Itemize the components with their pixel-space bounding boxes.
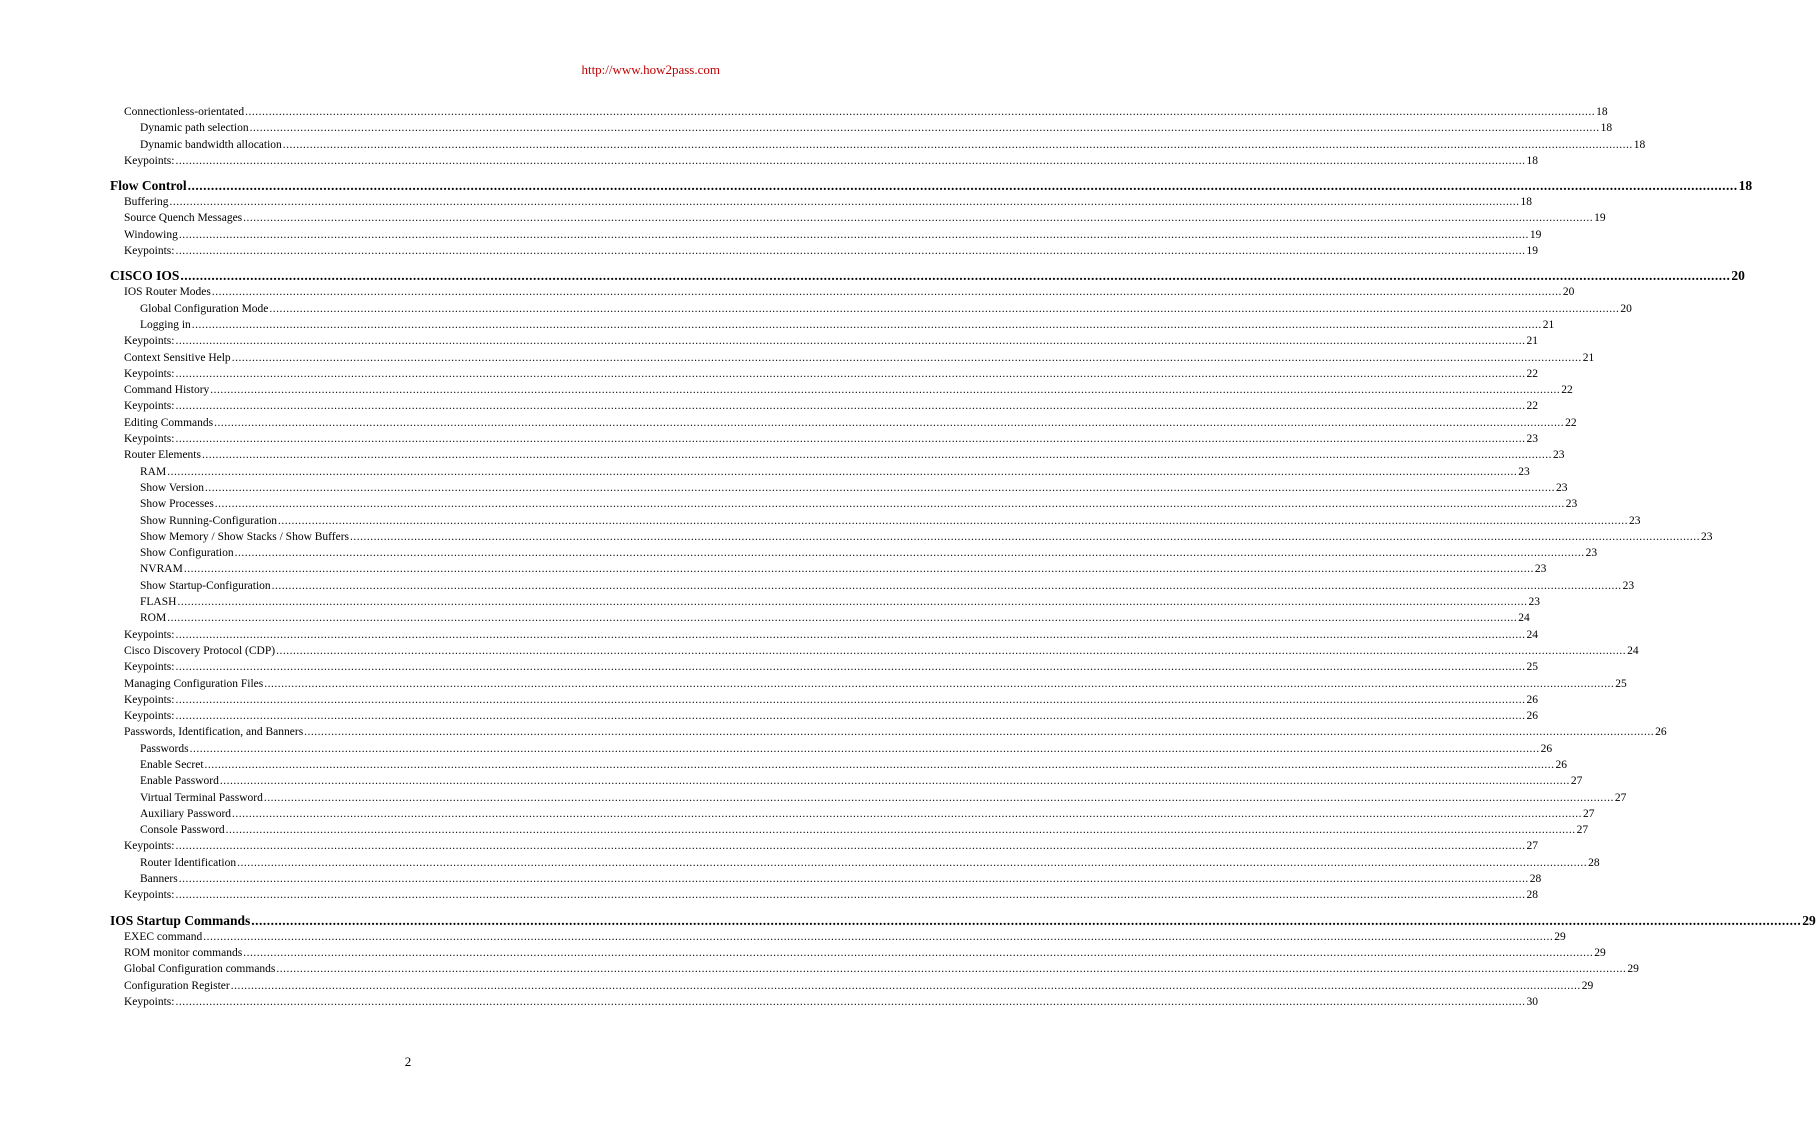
toc-entry[interactable] — [110, 994, 1538, 1010]
dot-leader: ................................................................................................................................................................................................................................................................................................................................................................................................................ — [167, 612, 1518, 625]
toc-entry-title: Cisco Discovery Protocol (CDP) — [124, 644, 276, 657]
toc-entry-page: 23 — [1526, 433, 1538, 446]
dot-leader: ................................................................................................................................................................................................................................................................................................................................................................................................................ — [251, 912, 1802, 928]
toc-entry-page: 29 — [1554, 930, 1566, 943]
toc-entry-title: Virtual Terminal Password — [140, 791, 263, 804]
dot-leader: ................................................................................................................................................................................................................................................................................................................................................................................................................ — [214, 498, 1565, 511]
toc-entry[interactable] — [110, 317, 1555, 333]
dot-leader: ................................................................................................................................................................................................................................................................................................................................................................................................................ — [271, 579, 1622, 592]
toc-entry-title: NVRAM — [140, 563, 183, 576]
dot-leader: ................................................................................................................................................................................................................................................................................................................................................................................................................ — [269, 302, 1620, 315]
toc-entry-title: Buffering — [124, 196, 169, 209]
toc-entry-page: 23 — [1528, 596, 1540, 609]
dot-leader: ................................................................................................................................................................................................................................................................................................................................................................................................................ — [175, 154, 1526, 167]
toc-entry-title: ROM — [140, 612, 167, 625]
toc-entry-title: Enable Secret — [140, 758, 204, 771]
toc-entry-title: Show Startup-Configuration — [140, 579, 271, 592]
toc-section-heading[interactable] — [110, 177, 1753, 194]
toc-entry[interactable] — [110, 757, 1568, 773]
toc-entry-page: 28 — [1588, 856, 1600, 869]
toc-entry-title: Dynamic path selection — [140, 122, 249, 135]
toc-entry[interactable] — [110, 659, 1538, 675]
toc-entry[interactable] — [110, 692, 1538, 708]
toc-entry-page: 30 — [1526, 995, 1538, 1008]
toc-entry[interactable] — [110, 398, 1538, 414]
toc-entry-title: Show Configuration — [140, 547, 234, 560]
toc-entry-page: 27 — [1570, 775, 1583, 788]
dot-leader: ................................................................................................................................................................................................................................................................................................................................................................................................................ — [201, 449, 1552, 462]
toc-entry-page: 23 — [1556, 481, 1568, 494]
toc-entry[interactable] — [110, 104, 1608, 120]
header-url-link[interactable]: http://www.how2pass.com — [581, 62, 720, 77]
toc-entry-page: 27 — [1576, 824, 1589, 837]
toc-entry[interactable] — [110, 366, 1538, 382]
toc-entry-page: 25 — [1526, 661, 1538, 674]
dot-leader: ................................................................................................................................................................................................................................................................................................................................................................................................................ — [205, 481, 1556, 494]
toc-entry-page: 19 — [1526, 245, 1538, 258]
dot-leader: ................................................................................................................................................................................................................................................................................................................................................................................................................ — [234, 547, 1585, 560]
toc-entry-page: 20 — [1620, 302, 1632, 315]
dot-leader: ................................................................................................................................................................................................................................................................................................................................................................................................................ — [178, 228, 1529, 241]
toc-entry[interactable] — [110, 806, 1595, 822]
toc-entry-title: Keypoints: — [124, 367, 175, 380]
toc-entry-page: 25 — [1615, 677, 1627, 690]
dot-leader: ................................................................................................................................................................................................................................................................................................................................................................................................................ — [175, 245, 1526, 258]
toc-entry[interactable] — [110, 480, 1568, 496]
toc-entry-page: 22 — [1561, 384, 1573, 397]
toc-entry[interactable] — [110, 978, 1594, 994]
toc-entry-page: 23 — [1565, 498, 1578, 511]
toc-entry[interactable] — [110, 153, 1538, 169]
toc-entry-page: 18 — [1526, 154, 1538, 167]
toc-entry[interactable] — [110, 210, 1606, 226]
toc-entry-title: RAM — [140, 465, 167, 478]
toc-entry-page: 21 — [1542, 318, 1555, 331]
toc-entry[interactable] — [110, 676, 1627, 692]
dot-leader: ................................................................................................................................................................................................................................................................................................................................................................................................................ — [237, 856, 1588, 869]
toc-entry-title: Dynamic bandwidth allocation — [140, 138, 282, 151]
toc-entry-page: 18 — [1633, 138, 1646, 151]
toc-entry[interactable] — [110, 724, 1667, 740]
toc-entry[interactable] — [110, 333, 1538, 349]
dot-leader: ................................................................................................................................................................................................................................................................................................................................................................................................................ — [178, 873, 1529, 886]
dot-leader: ................................................................................................................................................................................................................................................................................................................................................................................................................ — [249, 122, 1600, 135]
toc-entry-page: 23 — [1701, 530, 1713, 543]
toc-entry-page: 20 — [1731, 268, 1745, 284]
toc-entry-title: Show Version — [140, 481, 205, 494]
toc-entry-title: IOS Startup Commands — [110, 912, 251, 928]
toc-entry-page: 29 — [1594, 946, 1606, 959]
toc-entry-page: 26 — [1526, 710, 1538, 723]
dot-leader: ................................................................................................................................................................................................................................................................................................................................................................................................................ — [243, 946, 1594, 959]
toc-entry-page: 29 — [1802, 912, 1816, 928]
toc-entry-title: Keypoints: — [124, 840, 175, 853]
toc-entry-title: Keypoints: — [124, 628, 175, 641]
dot-leader: ................................................................................................................................................................................................................................................................................................................................................................................................................ — [214, 416, 1565, 429]
toc-entry-page: 26 — [1526, 693, 1538, 706]
dot-leader: ................................................................................................................................................................................................................................................................................................................................................................................................................ — [232, 807, 1583, 820]
dot-leader: ................................................................................................................................................................................................................................................................................................................................................................................................................ — [175, 335, 1526, 348]
toc-entry-page: 27 — [1614, 791, 1627, 804]
dot-leader: ................................................................................................................................................................................................................................................................................................................................................................................................................ — [175, 400, 1526, 413]
toc-entry[interactable] — [110, 496, 1578, 512]
dot-leader: ................................................................................................................................................................................................................................................................................................................................................................................................................ — [350, 530, 1701, 543]
toc-entry[interactable] — [110, 822, 1589, 838]
dot-leader: ................................................................................................................................................................................................................................................................................................................................................................................................................ — [219, 775, 1570, 788]
toc-entry-title: FLASH — [140, 596, 177, 609]
toc-entry-page: 24 — [1627, 644, 1639, 657]
dot-leader: ................................................................................................................................................................................................................................................................................................................................................................................................................ — [180, 268, 1731, 284]
dot-leader: ................................................................................................................................................................................................................................................................................................................................................................................................................ — [175, 661, 1526, 674]
toc-entry-page: 22 — [1526, 367, 1538, 380]
toc-entry[interactable] — [110, 194, 1533, 210]
toc-entry[interactable] — [110, 961, 1639, 977]
dot-leader: ................................................................................................................................................................................................................................................................................................................................................................................................................ — [203, 930, 1554, 943]
dot-leader: ................................................................................................................................................................................................................................................................................................................................................................................................................ — [187, 178, 1738, 194]
toc-entry[interactable] — [110, 513, 1641, 529]
toc-entry[interactable] — [110, 929, 1566, 945]
toc-entry[interactable] — [110, 871, 1542, 887]
toc-entry-page: 18 — [1520, 196, 1533, 209]
dot-leader: ................................................................................................................................................................................................................................................................................................................................................................................................................ — [175, 710, 1526, 723]
toc-entry-title: Keypoints: — [124, 693, 175, 706]
toc-entry-title: Windowing — [124, 228, 178, 241]
toc-entry-title: Router Elements — [124, 449, 201, 462]
toc-entry-page: 23 — [1518, 465, 1530, 478]
dot-leader: ................................................................................................................................................................................................................................................................................................................................................................................................................ — [175, 433, 1526, 446]
dot-leader: ................................................................................................................................................................................................................................................................................................................................................................................................................ — [282, 138, 1633, 151]
toc-entry-title: Show Processes — [140, 498, 214, 511]
table-of-contents — [110, 104, 1816, 1010]
toc-entry-page: 22 — [1526, 400, 1538, 413]
toc-entry[interactable] — [110, 627, 1538, 643]
toc-entry[interactable] — [110, 545, 1598, 561]
toc-entry-title: Banners — [140, 873, 178, 886]
toc-entry[interactable] — [110, 382, 1573, 398]
toc-entry-page: 23 — [1585, 547, 1598, 560]
toc-entry[interactable] — [110, 120, 1613, 136]
toc-entry[interactable] — [110, 790, 1627, 806]
toc-entry[interactable] — [110, 887, 1538, 903]
toc-entry-title: IOS Router Modes — [124, 286, 211, 299]
toc-entry[interactable] — [110, 594, 1540, 610]
toc-entry-title: Editing Commands — [124, 416, 214, 429]
toc-entry-page: 28 — [1526, 889, 1538, 902]
dot-leader: ................................................................................................................................................................................................................................................................................................................................................................................................................ — [175, 367, 1526, 380]
toc-section-heading[interactable] — [110, 267, 1745, 284]
toc-entry-page: 29 — [1627, 963, 1639, 976]
toc-entry-page: 23 — [1629, 514, 1641, 527]
toc-entry-title: Keypoints: — [124, 889, 175, 902]
dot-leader: ................................................................................................................................................................................................................................................................................................................................................................................................................ — [169, 196, 1520, 209]
toc-entry-page: 22 — [1565, 416, 1577, 429]
dot-leader: ................................................................................................................................................................................................................................................................................................................................................................................................................ — [263, 791, 1614, 804]
toc-entry-title: Global Configuration commands — [124, 963, 276, 976]
toc-entry-page: 19 — [1594, 212, 1606, 225]
dot-leader: ................................................................................................................................................................................................................................................................................................................................................................................................................ — [175, 995, 1526, 1008]
toc-entry[interactable] — [110, 643, 1639, 659]
dot-leader: ................................................................................................................................................................................................................................................................................................................................................................................................................ — [210, 384, 1561, 397]
toc-entry-page: 18 — [1738, 178, 1753, 194]
toc-entry-page: 28 — [1529, 873, 1542, 886]
toc-entry-page: 29 — [1581, 979, 1594, 992]
dot-leader: ................................................................................................................................................................................................................................................................................................................................................................................................................ — [243, 212, 1594, 225]
toc-entry-page: 27 — [1526, 840, 1538, 853]
toc-entry[interactable] — [110, 227, 1542, 243]
toc-entry-title: Flow Control — [110, 178, 187, 194]
toc-entry-page: 20 — [1562, 286, 1575, 299]
toc-entry-title: Keypoints: — [124, 335, 175, 348]
toc-entry[interactable] — [110, 529, 1713, 545]
toc-entry-title: ROM monitor commands — [124, 946, 243, 959]
dot-leader: ................................................................................................................................................................................................................................................................................................................................................................................................................ — [276, 644, 1627, 657]
toc-entry-page: 21 — [1582, 351, 1595, 364]
toc-entry-title: EXEC command — [124, 930, 203, 943]
toc-entry[interactable] — [110, 431, 1538, 447]
dot-leader: ................................................................................................................................................................................................................................................................................................................................................................................................................ — [175, 628, 1526, 641]
toc-entry-title: Keypoints: — [124, 661, 175, 674]
toc-entry-title: Passwords, Identification, and Banners — [124, 726, 304, 739]
toc-entry-title: Keypoints: — [124, 154, 175, 167]
toc-entry-page: 26 — [1555, 758, 1568, 771]
toc-entry[interactable] — [110, 708, 1538, 724]
toc-entry-title: Managing Configuration Files — [124, 677, 264, 690]
dot-leader: ................................................................................................................................................................................................................................................................................................................................................................................................................ — [245, 106, 1596, 118]
dot-leader: ................................................................................................................................................................................................................................................................................................................................................................................................................ — [167, 465, 1518, 478]
toc-entry-page: 18 — [1596, 106, 1608, 118]
toc-entry-title: CISCO IOS — [110, 268, 180, 284]
toc-entry[interactable] — [110, 578, 1635, 594]
toc-entry-page: 24 — [1518, 612, 1530, 625]
toc-entry-page: 27 — [1583, 807, 1595, 820]
dot-leader: ................................................................................................................................................................................................................................................................................................................................................................................................................ — [304, 726, 1655, 739]
toc-entry-title: Command History — [124, 384, 210, 397]
toc-entry-title: Keypoints: — [124, 245, 175, 258]
dot-leader: ................................................................................................................................................................................................................................................................................................................................................................................................................ — [183, 563, 1534, 576]
toc-entry[interactable] — [110, 464, 1530, 480]
toc-entry[interactable] — [110, 415, 1577, 431]
toc-entry[interactable] — [110, 855, 1600, 871]
toc-section-heading[interactable] — [110, 912, 1816, 929]
toc-entry-title: Keypoints: — [124, 433, 175, 446]
toc-entry-title: Console Password — [140, 824, 225, 837]
toc-entry-title: Context Sensitive Help — [124, 351, 231, 364]
dot-leader: ................................................................................................................................................................................................................................................................................................................................................................................................................ — [175, 840, 1526, 853]
toc-entry-title: Configuration Register — [124, 979, 230, 992]
toc-entry[interactable] — [110, 945, 1606, 961]
toc-entry-title: Global Configuration Mode — [140, 302, 269, 315]
dot-leader: ................................................................................................................................................................................................................................................................................................................................................................................................................ — [264, 677, 1615, 690]
toc-entry[interactable] — [110, 447, 1565, 463]
toc-entry-title: Auxiliary Password — [140, 807, 232, 820]
toc-entry-page: 26 — [1540, 742, 1553, 755]
dot-leader: ................................................................................................................................................................................................................................................................................................................................................................................................................ — [231, 351, 1582, 364]
dot-leader: ................................................................................................................................................................................................................................................................................................................................................................................................................ — [177, 596, 1528, 609]
page-number: 2 — [404, 1054, 412, 1069]
toc-entry[interactable] — [110, 610, 1530, 626]
toc-entry-title: Keypoints: — [124, 400, 175, 413]
toc-entry[interactable] — [110, 137, 1646, 153]
toc-entry-page: 23 — [1552, 449, 1565, 462]
toc-entry-title: Show Memory / Show Stacks / Show Buffers — [140, 530, 350, 543]
toc-entry-page: 23 — [1622, 579, 1635, 592]
toc-entry-title: Keypoints: — [124, 995, 175, 1008]
dot-leader: ................................................................................................................................................................................................................................................................................................................................................................................................................ — [211, 286, 1562, 299]
dot-leader: ................................................................................................................................................................................................................................................................................................................................................................................................................ — [225, 824, 1576, 837]
toc-entry[interactable] — [110, 350, 1595, 366]
dot-leader: ................................................................................................................................................................................................................................................................................................................................................................................................................ — [278, 514, 1629, 527]
toc-entry[interactable] — [110, 561, 1547, 577]
toc-entry-title: Source Quench Messages — [124, 212, 243, 225]
dot-leader: ................................................................................................................................................................................................................................................................................................................................................................................................................ — [276, 963, 1627, 976]
dot-leader: ................................................................................................................................................................................................................................................................................................................................................................................................................ — [175, 889, 1526, 902]
toc-entry-title: Connectionless-orientated — [124, 106, 245, 118]
toc-entry[interactable] — [110, 301, 1632, 317]
toc-entry-page: 23 — [1534, 563, 1547, 576]
toc-entry-title: Keypoints: — [124, 710, 175, 723]
dot-leader: ................................................................................................................................................................................................................................................................................................................................................................................................................ — [191, 318, 1542, 331]
toc-entry-page: 26 — [1655, 726, 1667, 739]
dot-leader: ................................................................................................................................................................................................................................................................................................................................................................................................................ — [189, 742, 1540, 755]
toc-entry-title: Passwords — [140, 742, 189, 755]
toc-entry-page: 24 — [1526, 628, 1538, 641]
dot-leader: ................................................................................................................................................................................................................................................................................................................................................................................................................ — [204, 758, 1555, 771]
toc-entry[interactable] — [110, 773, 1583, 789]
toc-entry[interactable] — [110, 838, 1538, 854]
toc-entry-title: Show Running-Configuration — [140, 514, 278, 527]
dot-leader: ................................................................................................................................................................................................................................................................................................................................................................................................................ — [175, 693, 1526, 706]
toc-entry-title: Logging in — [140, 318, 191, 331]
toc-entry[interactable] — [110, 741, 1553, 757]
toc-entry[interactable] — [110, 243, 1538, 259]
toc-entry-page: 18 — [1600, 122, 1613, 135]
toc-entry-title: Enable Password — [140, 775, 219, 788]
toc-entry-page: 21 — [1526, 335, 1538, 348]
toc-entry-title: Router Identification — [140, 856, 237, 869]
toc-entry-page: 19 — [1529, 228, 1542, 241]
toc-entry[interactable] — [110, 284, 1575, 300]
dot-leader: ................................................................................................................................................................................................................................................................................................................................................................................................................ — [230, 979, 1581, 992]
